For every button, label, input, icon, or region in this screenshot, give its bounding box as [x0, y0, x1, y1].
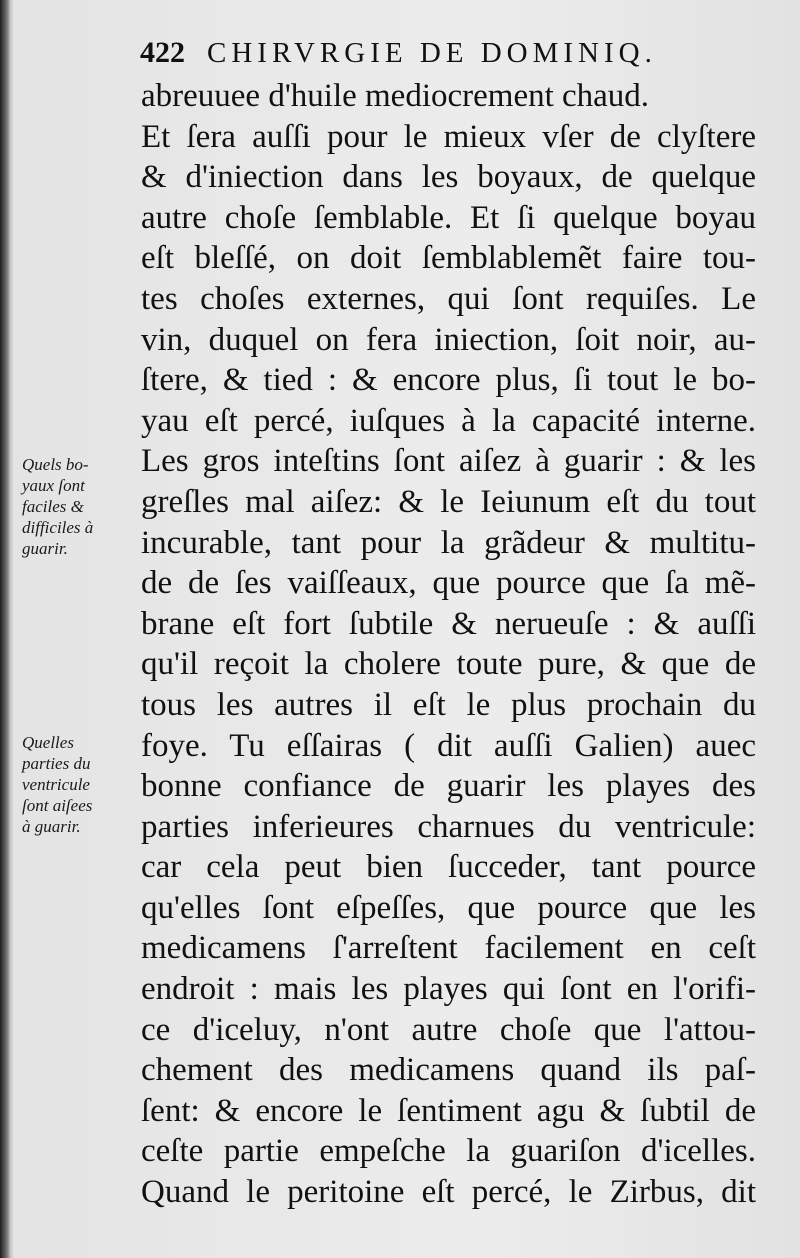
text-line: de de ſes vaiſſeaux, que pource que ſa mẽ-	[141, 565, 756, 602]
page-number: 422	[140, 36, 185, 69]
text-line: greſles mal aiſez: & le Ieiunum eſt du tout	[141, 483, 756, 520]
text-line: vin, duquel on fera iniection, ſoit noir, au-	[141, 321, 756, 358]
marginal-line: parties du	[22, 754, 91, 773]
text-line: car cela peut bien ſucceder, tant pource	[141, 849, 756, 886]
marginal-line: yaux ſont	[22, 476, 85, 495]
text-line: yau eſt percé, iuſques à la capacité interne.	[141, 402, 756, 439]
text-line: bonne confiance de guarir les playes des	[141, 768, 756, 805]
text-line: incurable, tant pour la grãdeur & multitu-	[141, 524, 756, 561]
text-line: qu'elles ſont eſpeſſes, que pource que les	[141, 889, 756, 926]
marginal-note-intestines	[22, 454, 132, 559]
marginal-line: faciles &	[22, 497, 84, 516]
text-line: abreuuee d'huile mediocrement chaud.	[141, 78, 650, 114]
text-line: ce d'iceluy, n'ont autre choſe que l'attou-	[141, 1011, 756, 1048]
text-line: autre choſe ſemblable. Et ſi quelque boyau	[141, 199, 756, 236]
text-line: ceſte partie empeſche la guariſon d'icelles.	[141, 1133, 756, 1170]
running-title: CHIRVRGIE DE DOMINIQ.	[207, 37, 657, 69]
body-text	[141, 76, 756, 1213]
text-line: brane eſt fort ſubtile & nerueuſe : & auſſi	[141, 605, 756, 642]
marginal-line: Quelles	[22, 733, 74, 752]
marginal-note-ventricle	[22, 732, 142, 837]
text-line: chement des medicamens quand ils paſ-	[141, 1052, 756, 1089]
marginal-line: ſont aiſees	[22, 796, 93, 815]
text-line: Et ſera auſſi pour le mieux vſer de clyſtere	[141, 118, 756, 155]
marginal-line: difficiles à	[22, 518, 94, 537]
marginal-line: à guarir.	[22, 817, 81, 836]
text-line: qu'il reçoit la cholere toute pure, & que de	[141, 646, 756, 683]
text-line: & d'iniection dans les boyaux, de quelque	[141, 159, 756, 196]
marginal-line: guarir.	[22, 539, 68, 558]
text-line: endroit : mais les playes qui ſont en l'orifi-	[141, 971, 756, 1008]
binding-shadow	[0, 0, 10, 1258]
text-line: Les gros inteſtins ſont aiſez à guarir : & les	[141, 443, 756, 480]
text-line: foye. Tu eſſairas ( dit auſſi Galien) auec	[141, 727, 756, 764]
text-line: Quand le peritoine eſt percé, le Zirbus, dit	[141, 1174, 756, 1211]
text-line: tes choſes externes, qui ſont requiſes. Le	[141, 280, 756, 317]
text-line: eſt bleſſé, on doit ſemblablemẽt faire tou-	[141, 240, 756, 277]
text-line: parties inferieures charnues du ventricule:	[141, 808, 756, 845]
text-line: tous les autres il eſt le plus prochain du	[141, 686, 756, 723]
marginal-line: ventricule	[22, 775, 90, 794]
text-line: ſent: & encore le ſentiment agu & ſubtil de	[141, 1092, 756, 1129]
text-line: ſtere, & tied : & encore plus, ſi tout le bo-	[141, 362, 756, 399]
marginal-line: Quels bo-	[22, 455, 89, 474]
text-line: medicamens ſ'arreſtent facilement en ceſt	[141, 930, 756, 967]
